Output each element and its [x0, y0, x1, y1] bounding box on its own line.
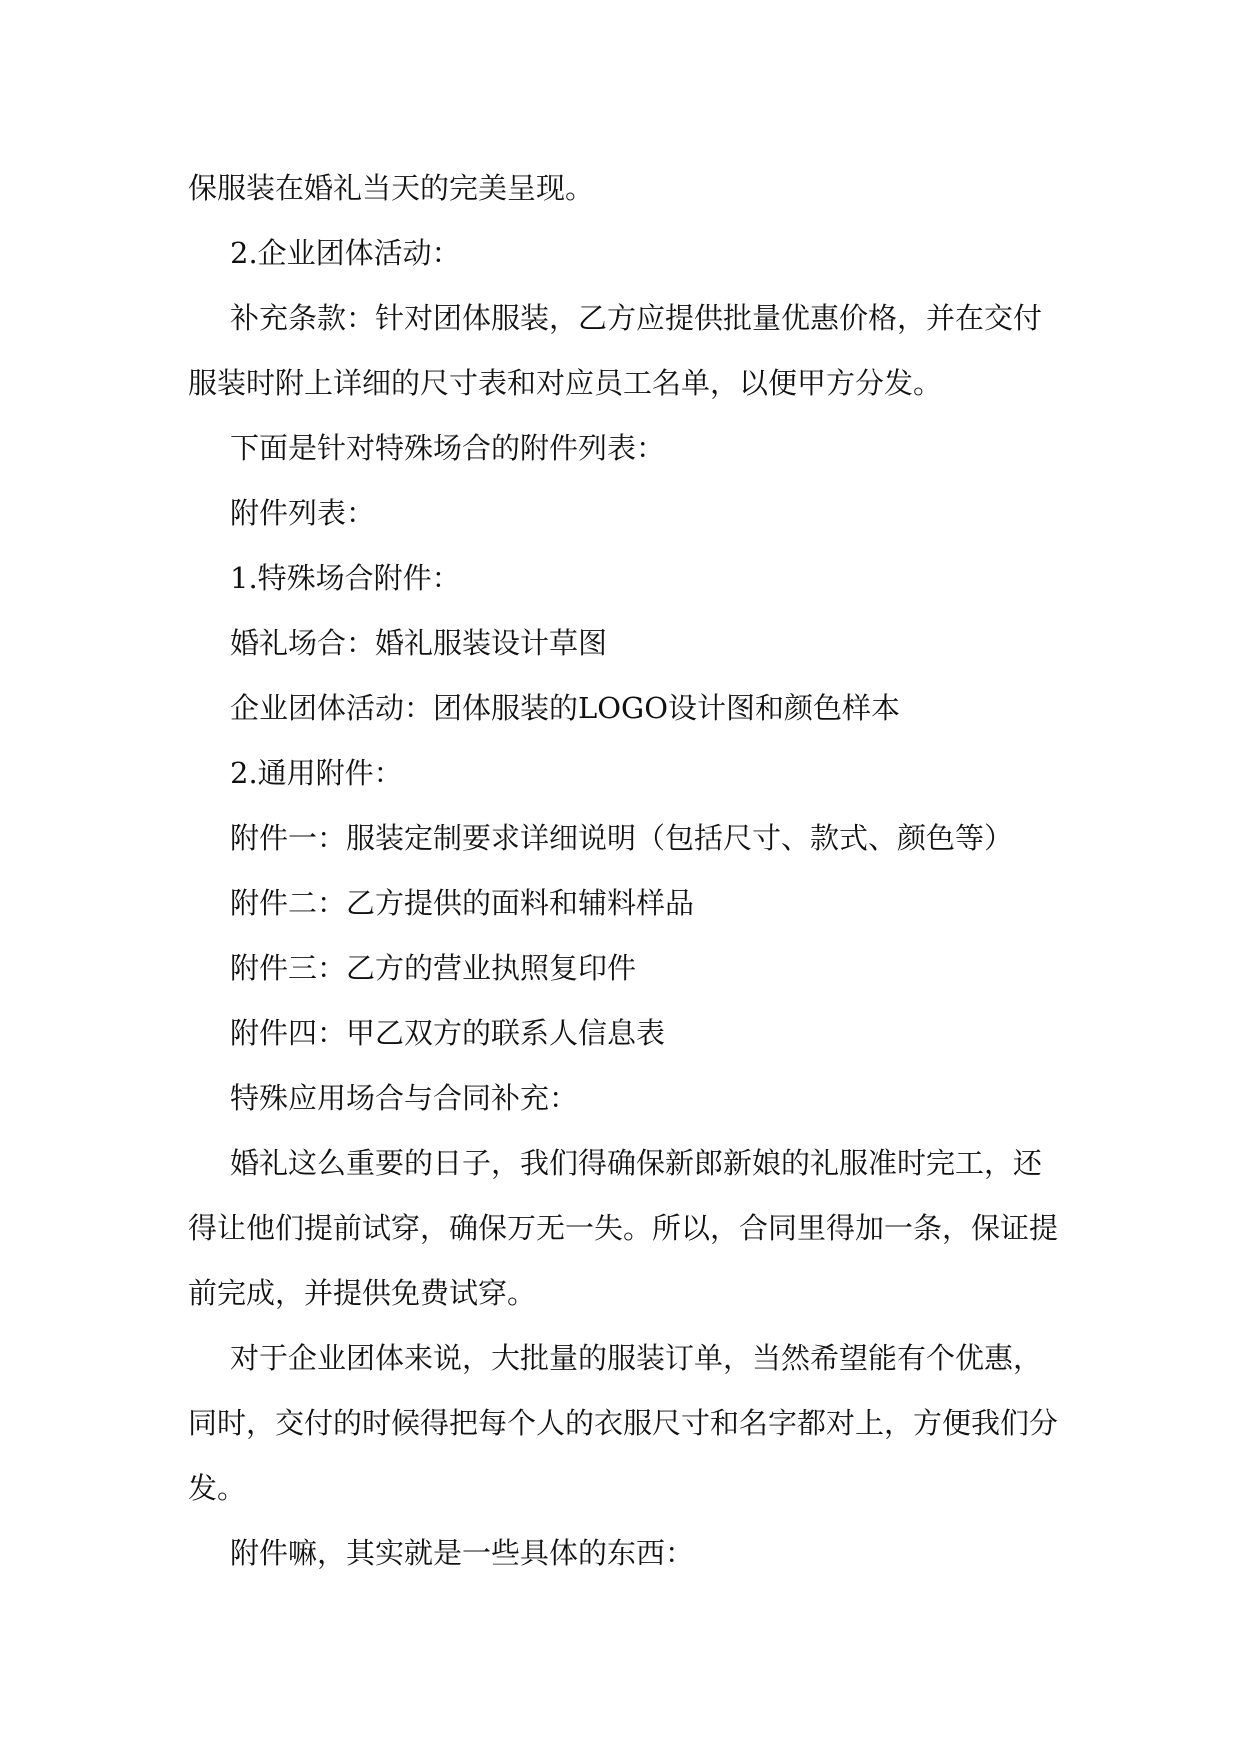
paragraph: 附件列表：	[230, 496, 376, 530]
paragraph: 附件四：甲乙双方的联系人信息表	[230, 1016, 666, 1050]
paragraph: 附件一：服装定制要求详细说明（包括尺寸、款式、颜色等）	[230, 821, 1014, 855]
paragraph: 下面是针对特殊场合的附件列表：	[230, 431, 666, 465]
paragraph: 补充条款：针对团体服装，乙方应提供批量优惠价格，并在交付服装时附上详细的尺寸表和对应员工名单，以便甲方分发。	[188, 301, 1043, 400]
document-body	[188, 156, 1058, 1586]
paragraph: 婚礼场合：婚礼服装设计草图	[230, 626, 608, 660]
paragraph: 1.特殊场合附件：	[230, 561, 461, 595]
paragraph: 企业团体活动：团体服装的LOGO设计图和颜色样本	[230, 691, 900, 725]
paragraph: 对于企业团体来说，大批量的服装订单，当然希望能有个优惠，同时，交付的时候得把每个人的衣服尺寸和名字都对上，方便我们分发。	[188, 1341, 1059, 1505]
paragraph: 保服装在婚礼当天的完美呈现。	[188, 171, 595, 205]
paragraph: 附件二：乙方提供的面料和辅料样品	[230, 886, 695, 920]
paragraph: 附件嘛，其实就是一些具体的东西：	[230, 1536, 695, 1570]
paragraph: 特殊应用场合与合同补充：	[230, 1081, 579, 1115]
paragraph: 2.企业团体活动：	[230, 236, 461, 270]
paragraph: 婚礼这么重要的日子，我们得确保新郎新娘的礼服准时完工，还得让他们提前试穿，确保万无一失。所以，合同里得加一条，保证提前完成，并提供免费试穿。	[188, 1146, 1059, 1310]
paragraph: 附件三：乙方的营业执照复印件	[230, 951, 637, 985]
paragraph: 2.通用附件：	[230, 756, 403, 790]
